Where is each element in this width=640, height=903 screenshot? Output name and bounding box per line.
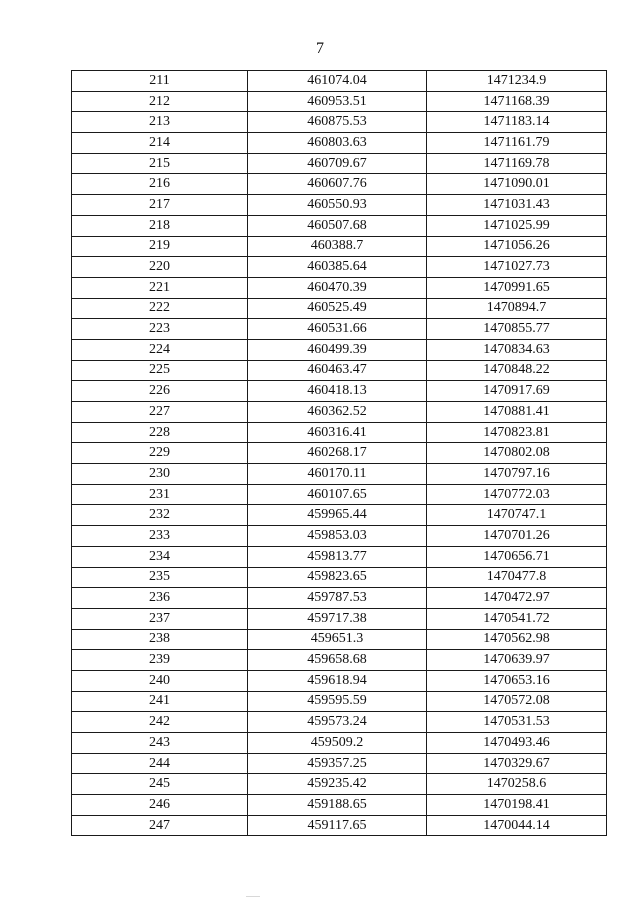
x-coordinate-cell: 460418.13	[248, 381, 427, 402]
table-row	[72, 650, 607, 671]
x-coordinate-cell: 459651.3	[248, 629, 427, 650]
y-coordinate-cell: 1470701.26	[427, 526, 607, 547]
point-number-cell: 220	[72, 257, 248, 278]
y-coordinate-cell: 1470044.14	[427, 815, 607, 836]
y-coordinate-cell: 1471234.9	[427, 71, 607, 92]
x-coordinate-cell: 459965.44	[248, 505, 427, 526]
x-coordinate-cell: 459117.65	[248, 815, 427, 836]
point-number-cell: 232	[72, 505, 248, 526]
x-coordinate-cell: 460268.17	[248, 443, 427, 464]
table-row	[72, 257, 607, 278]
point-number-cell: 229	[72, 443, 248, 464]
table-row	[72, 733, 607, 754]
x-coordinate-cell: 460507.68	[248, 215, 427, 236]
y-coordinate-cell: 1470656.71	[427, 546, 607, 567]
point-number-cell: 221	[72, 277, 248, 298]
point-number-cell: 213	[72, 112, 248, 133]
y-coordinate-cell: 1471168.39	[427, 91, 607, 112]
x-coordinate-cell: 460803.63	[248, 133, 427, 154]
table-row	[72, 339, 607, 360]
y-coordinate-cell: 1471025.99	[427, 215, 607, 236]
point-number-cell: 212	[72, 91, 248, 112]
y-coordinate-cell: 1470198.41	[427, 795, 607, 816]
page-number: 7	[316, 40, 324, 57]
point-number-cell: 214	[72, 133, 248, 154]
point-number-cell: 235	[72, 567, 248, 588]
y-coordinate-cell: 1470653.16	[427, 670, 607, 691]
y-coordinate-cell: 1471169.78	[427, 153, 607, 174]
point-number-cell: 233	[72, 526, 248, 547]
coordinates-table	[71, 70, 607, 836]
point-number-cell: 226	[72, 381, 248, 402]
table-row	[72, 526, 607, 547]
y-coordinate-cell: 1470848.22	[427, 360, 607, 381]
y-coordinate-cell: 1470493.46	[427, 733, 607, 754]
x-coordinate-cell: 460875.53	[248, 112, 427, 133]
x-coordinate-cell: 460170.11	[248, 464, 427, 485]
y-coordinate-cell: 1470772.03	[427, 484, 607, 505]
point-number-cell: 244	[72, 753, 248, 774]
table-row	[72, 505, 607, 526]
table-row	[72, 112, 607, 133]
y-coordinate-cell: 1470894.7	[427, 298, 607, 319]
y-coordinate-cell: 1470834.63	[427, 339, 607, 360]
coordinates-table-body	[72, 71, 607, 836]
y-coordinate-cell: 1470562.98	[427, 629, 607, 650]
table-row	[72, 277, 607, 298]
y-coordinate-cell: 1470881.41	[427, 402, 607, 423]
table-row	[72, 71, 607, 92]
x-coordinate-cell: 459357.25	[248, 753, 427, 774]
table-row	[72, 195, 607, 216]
point-number-cell: 238	[72, 629, 248, 650]
x-coordinate-cell: 460463.47	[248, 360, 427, 381]
x-coordinate-cell: 460525.49	[248, 298, 427, 319]
table-row	[72, 319, 607, 340]
point-number-cell: 224	[72, 339, 248, 360]
table-row	[72, 215, 607, 236]
x-coordinate-cell: 460316.41	[248, 422, 427, 443]
table-row	[72, 153, 607, 174]
x-coordinate-cell: 460107.65	[248, 484, 427, 505]
table-row	[72, 774, 607, 795]
table-row	[72, 691, 607, 712]
point-number-cell: 219	[72, 236, 248, 257]
x-coordinate-cell: 460550.93	[248, 195, 427, 216]
point-number-cell: 246	[72, 795, 248, 816]
y-coordinate-cell: 1471031.43	[427, 195, 607, 216]
table-row	[72, 174, 607, 195]
x-coordinate-cell: 459595.59	[248, 691, 427, 712]
point-number-cell: 237	[72, 608, 248, 629]
y-coordinate-cell: 1471161.79	[427, 133, 607, 154]
y-coordinate-cell: 1471027.73	[427, 257, 607, 278]
table-row	[72, 670, 607, 691]
point-number-cell: 222	[72, 298, 248, 319]
y-coordinate-cell: 1470531.53	[427, 712, 607, 733]
point-number-cell: 225	[72, 360, 248, 381]
table-row	[72, 546, 607, 567]
table-row	[72, 360, 607, 381]
table-row	[72, 567, 607, 588]
point-number-cell: 234	[72, 546, 248, 567]
x-coordinate-cell: 460607.76	[248, 174, 427, 195]
table-row	[72, 588, 607, 609]
x-coordinate-cell: 459618.94	[248, 670, 427, 691]
x-coordinate-cell: 460953.51	[248, 91, 427, 112]
point-number-cell: 230	[72, 464, 248, 485]
y-coordinate-cell: 1471090.01	[427, 174, 607, 195]
y-coordinate-cell: 1470917.69	[427, 381, 607, 402]
point-number-cell: 243	[72, 733, 248, 754]
point-number-cell: 240	[72, 670, 248, 691]
x-coordinate-cell: 459188.65	[248, 795, 427, 816]
point-number-cell: 228	[72, 422, 248, 443]
table-row	[72, 298, 607, 319]
table-row	[72, 381, 607, 402]
table-row	[72, 712, 607, 733]
point-number-cell: 218	[72, 215, 248, 236]
y-coordinate-cell: 1470477.8	[427, 567, 607, 588]
x-coordinate-cell: 460499.39	[248, 339, 427, 360]
point-number-cell: 231	[72, 484, 248, 505]
x-coordinate-cell: 459787.53	[248, 588, 427, 609]
table-row	[72, 484, 607, 505]
table-row	[72, 236, 607, 257]
x-coordinate-cell: 459235.42	[248, 774, 427, 795]
x-coordinate-cell: 459813.77	[248, 546, 427, 567]
point-number-cell: 211	[72, 71, 248, 92]
y-coordinate-cell: 1470802.08	[427, 443, 607, 464]
point-number-cell: 245	[72, 774, 248, 795]
table-row	[72, 91, 607, 112]
y-coordinate-cell: 1470472.97	[427, 588, 607, 609]
point-number-cell: 223	[72, 319, 248, 340]
point-number-cell: 216	[72, 174, 248, 195]
x-coordinate-cell: 459509.2	[248, 733, 427, 754]
y-coordinate-cell: 1470639.97	[427, 650, 607, 671]
point-number-cell: 227	[72, 402, 248, 423]
table-row	[72, 402, 607, 423]
x-coordinate-cell: 460709.67	[248, 153, 427, 174]
y-coordinate-cell: 1471183.14	[427, 112, 607, 133]
table-row	[72, 753, 607, 774]
y-coordinate-cell: 1471056.26	[427, 236, 607, 257]
point-number-cell: 241	[72, 691, 248, 712]
x-coordinate-cell: 460388.7	[248, 236, 427, 257]
x-coordinate-cell: 461074.04	[248, 71, 427, 92]
x-coordinate-cell: 460385.64	[248, 257, 427, 278]
y-coordinate-cell: 1470329.67	[427, 753, 607, 774]
table-row	[72, 443, 607, 464]
table-row	[72, 464, 607, 485]
point-number-cell: 242	[72, 712, 248, 733]
y-coordinate-cell: 1470991.65	[427, 277, 607, 298]
y-coordinate-cell: 1470258.6	[427, 774, 607, 795]
scan-artifact	[246, 896, 260, 897]
y-coordinate-cell: 1470823.81	[427, 422, 607, 443]
y-coordinate-cell: 1470747.1	[427, 505, 607, 526]
point-number-cell: 239	[72, 650, 248, 671]
point-number-cell: 217	[72, 195, 248, 216]
table-row	[72, 422, 607, 443]
x-coordinate-cell: 459853.03	[248, 526, 427, 547]
point-number-cell: 247	[72, 815, 248, 836]
y-coordinate-cell: 1470855.77	[427, 319, 607, 340]
table-row	[72, 133, 607, 154]
table-row	[72, 815, 607, 836]
y-coordinate-cell: 1470572.08	[427, 691, 607, 712]
x-coordinate-cell: 459717.38	[248, 608, 427, 629]
table-row	[72, 608, 607, 629]
x-coordinate-cell: 459658.68	[248, 650, 427, 671]
point-number-cell: 236	[72, 588, 248, 609]
table-row	[72, 629, 607, 650]
point-number-cell: 215	[72, 153, 248, 174]
y-coordinate-cell: 1470797.16	[427, 464, 607, 485]
x-coordinate-cell: 459573.24	[248, 712, 427, 733]
x-coordinate-cell: 460362.52	[248, 402, 427, 423]
x-coordinate-cell: 460531.66	[248, 319, 427, 340]
x-coordinate-cell: 459823.65	[248, 567, 427, 588]
table-row	[72, 795, 607, 816]
y-coordinate-cell: 1470541.72	[427, 608, 607, 629]
x-coordinate-cell: 460470.39	[248, 277, 427, 298]
